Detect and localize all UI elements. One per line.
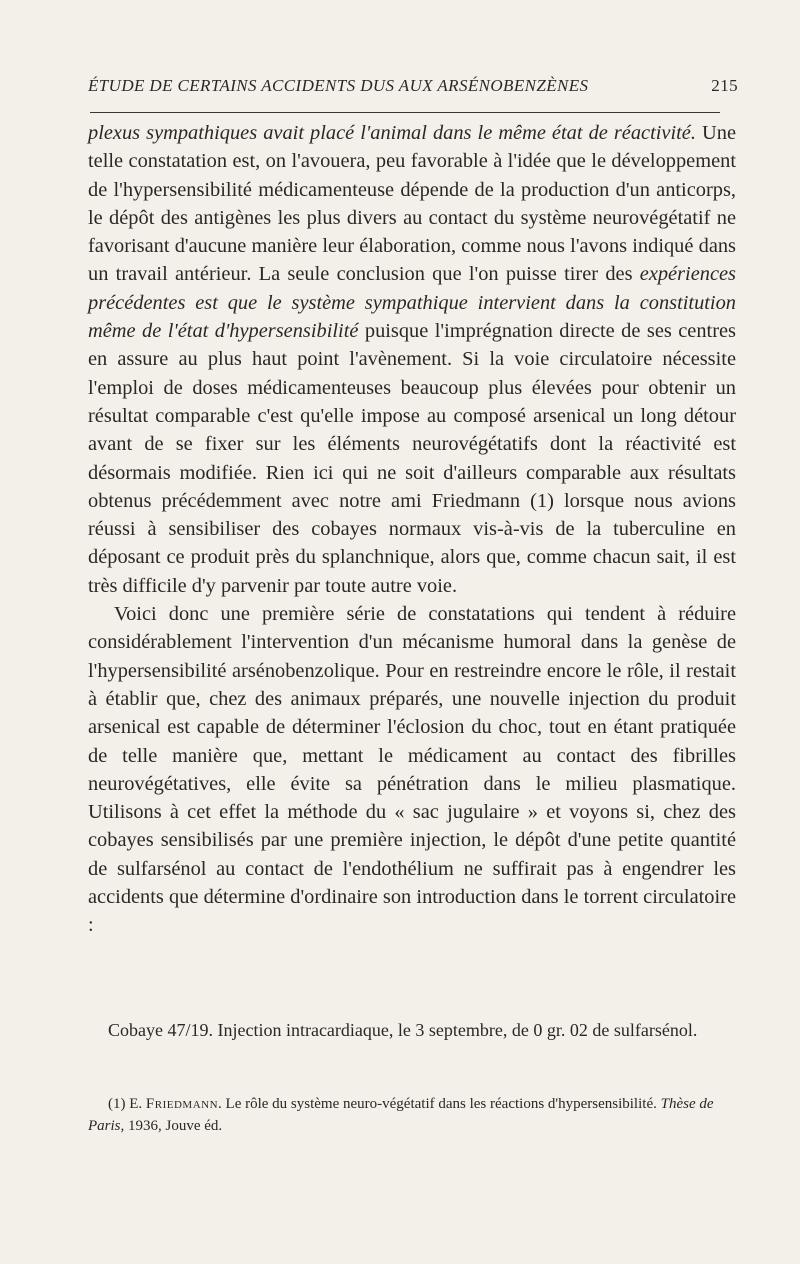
body-text (88, 119, 736, 940)
header-rule (90, 112, 720, 113)
paragraph-1-text-a: Une telle constatation est, on l'avouera, peu favorable à l'idée que le développement de l'hypersensibilité médicamenteuse dépende de la production d'un anticorps, le dépôt des antigènes les plus divers au contact du système neurovégétatif ne favorisant d'aucune manière leur élaboration, comme nous l'avons indiqué dans un travail antérieur. La seule conclusion que l'on puisse tirer des (88, 122, 736, 286)
footnote (88, 1093, 736, 1137)
paragraph-1-italic-conclusion: expériences précédentes est que le système sympathique intervient dans la constitution même de l'état d'hypersensibilité (88, 263, 736, 343)
footnote-year: 1936, Jouve éd. (124, 1118, 223, 1134)
footnote-author: Friedmann (145, 1096, 219, 1112)
running-title: ÉTUDE DE CERTAINS ACCIDENTS DUS AUX ARSÉNOBENZÈNES (88, 76, 589, 95)
footnote-thesis: Thèse de Paris, (88, 1096, 714, 1134)
paragraph-2: Voici donc une première série de constatations qui tendent à réduire considérablement l'intervention d'un mécanisme humoral dans la genèse de l'hypersensibilité arsénobenzolique. Pour en restreindre encore le rôle, il restait à établir que, chez des animaux préparés, une nouvelle injection du produit arsenical est capable de déterminer l'éclosion du choc, tout en étant pratiquée de telle manière que, mettant le médicament au contact des fibrilles neurovégétatives, elle évite sa pénétration dans le milieu plasmatique. Utilisons à cet effet la méthode du « sac jugulaire » et voyons si, chez des cobayes sensibilisés par une première injection, le dépôt d'une petite quantité de sulfarsénol au contact de l'endothélium ne suffirait pas à engendrer les accidents que détermine d'ordinaire son introduction dans le torrent circulatoire : (88, 603, 736, 937)
paragraph-1-text-b: puisque l'imprégnation directe de ses centres en assure au plus haut point l'avènement. Si la voie circulatoire nécessite l'emploi de doses médicamenteuses beaucoup plus élevées pour obtenir un résultat comparable c'est qu'elle impose au composé arsenical un long détour avant de se fixer sur les éléments neurovégétatifs dont la réactivité est désormais modifiée. Rien ici qui ne soit d'ailleurs comparable aux résultats obtenus précédemment avec notre ami Friedmann (1) lorsque nous avions réussi à sensibiliser des cobayes normaux vis-à-vis de la tuberculine en déposant ce produit près du splanchnique, alors que, comme chacun sait, il est très difficile d'y parvenir par toute autre voie. (88, 320, 736, 597)
running-header (88, 74, 738, 98)
paragraph-1 (88, 119, 736, 600)
footnote-text: . Le rôle du système neuro-végétatif dans les réactions d'hypersensibilité. (218, 1096, 661, 1112)
page-number: 215 (711, 76, 738, 95)
experiment-note: Cobaye 47/19. Injection intracardiaque, le 3 septembre, de 0 gr. 02 de sulfarsénol. (108, 1020, 698, 1040)
paragraph-1-italic-start: plexus sympathiques avait placé l'animal dans le même état de réactivité. (88, 122, 696, 144)
footnote-marker: (1) E. (108, 1096, 146, 1112)
